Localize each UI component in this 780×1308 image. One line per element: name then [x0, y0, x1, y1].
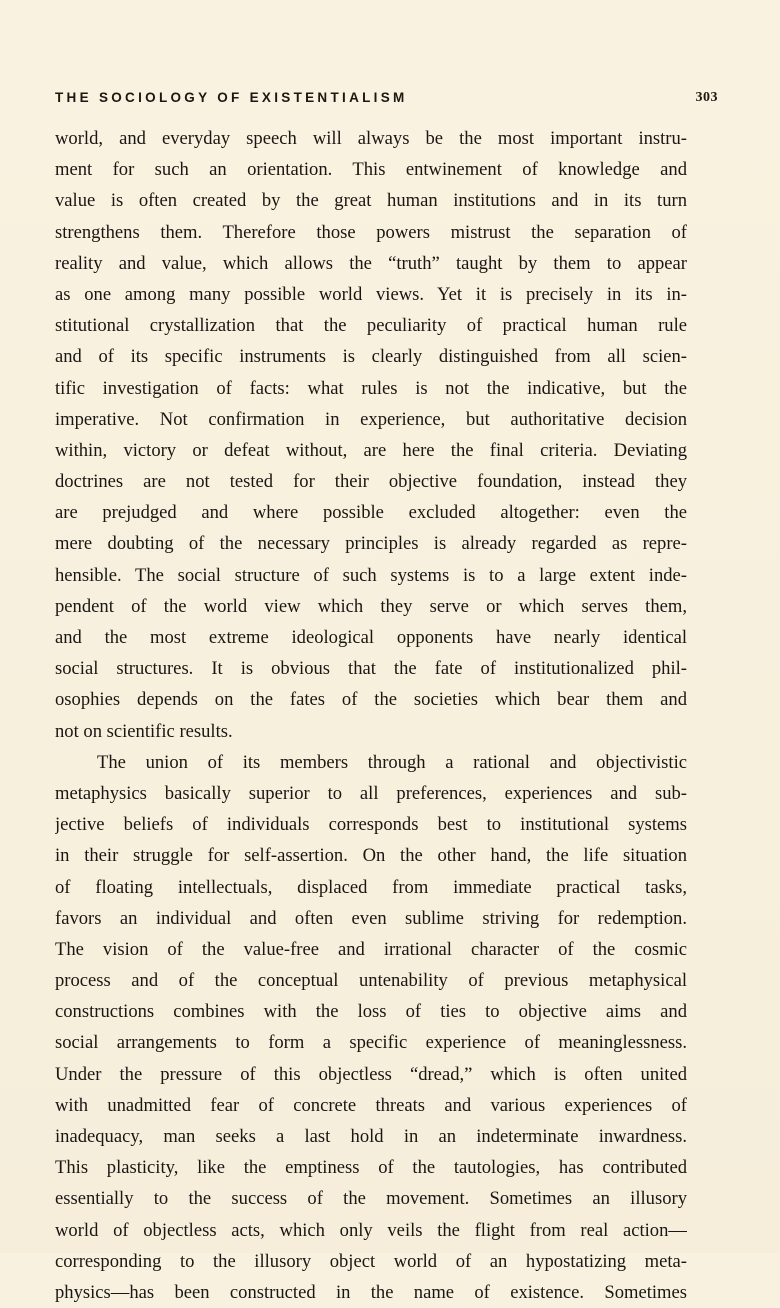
text-line: not on scientific results. — [55, 720, 233, 742]
text-line: osophies depends on the fates of the societies which bear them and — [55, 689, 687, 711]
text-line: hensible. The social structure of such systems is to a large extent inde- — [55, 564, 687, 586]
text-line: doctrines are not tested for their objective foundation, instead they — [55, 471, 687, 493]
text-line: social structures. It is obvious that the fate of institutionalized phil- — [55, 658, 687, 680]
text-line: This plasticity, like the emptiness of the tautologies, has contributed — [55, 1157, 687, 1179]
text-line: with unadmitted fear of concrete threats and various experiences of — [55, 1094, 687, 1116]
text-line: essentially to the success of the movement. Sometimes an illusory — [55, 1188, 687, 1210]
text-line: ment for such an orientation. This entwinement of knowledge and — [55, 159, 687, 181]
text-line: and the most extreme ideological opponents have nearly identical — [55, 627, 687, 648]
text-line: within, victory or defeat without, are here the final criteria. Deviating — [55, 439, 687, 461]
text-line: are prejudged and where possible excluded altogether: even the — [55, 502, 687, 524]
text-line: favors an individual and often even sublime striving for redemption. — [55, 907, 687, 929]
text-line: mere doubting of the necessary principles is already regarded as repre- — [55, 533, 687, 555]
body-text — [55, 123, 687, 1308]
text-line: jective beliefs of individuals corresponds best to institutional systems — [55, 814, 687, 836]
text-line: social arrangements to form a specific experience of meaninglessness. — [55, 1032, 687, 1054]
text-line: of floating intellectuals, displaced from immediate practical tasks, — [55, 876, 687, 898]
text-line: reality and value, which allows the “truth” taught by them to appear — [55, 252, 687, 274]
text-line: in their struggle for self-assertion. On the other hand, the life situation — [55, 845, 687, 867]
page-number: 303 — [695, 90, 718, 105]
text-line: imperative. Not confirmation in experience, but authoritative decision — [55, 408, 687, 430]
running-head: THE SOCIOLOGY OF EXISTENTIALISM — [55, 90, 408, 105]
text-line: as one among many possible world views. Yet it is precisely in its in- — [55, 283, 687, 305]
text-line: strengthens them. Therefore those powers mistrust the separation of — [55, 221, 687, 243]
text-line: world, and everyday speech will always be the most important instru- — [55, 128, 687, 149]
text-line: The union of its members through a rational and objectivistic — [97, 751, 687, 773]
text-line: metaphysics basically superior to all preferences, experiences and sub- — [55, 782, 687, 804]
text-line: corresponding to the illusory object world of an hypostatizing meta- — [55, 1250, 687, 1272]
page-header — [55, 90, 718, 112]
text-line: tific investigation of facts: what rules is not the indicative, but the — [55, 377, 687, 399]
text-line: inadequacy, man seeks a last hold in an indeterminate inwardness. — [55, 1126, 687, 1147]
text-line: value is often created by the great human institutions and in its turn — [55, 190, 687, 212]
text-line: process and of the conceptual untenability of previous metaphysical — [55, 970, 687, 992]
text-line: and of its specific instruments is clearly distinguished from all scien- — [55, 346, 687, 368]
text-line: Under the pressure of this objectless “dread,” which is often united — [55, 1063, 687, 1085]
text-line: The vision of the value-free and irrational character of the cosmic — [55, 938, 687, 960]
text-line: pendent of the world view which they serve or which serves them, — [55, 595, 687, 617]
text-line: constructions combines with the loss of ties to objective aims and — [55, 1001, 687, 1023]
text-line: world of objectless acts, which only veils the flight from real action— — [55, 1219, 687, 1241]
text-line: physics—has been constructed in the name of existence. Sometimes — [55, 1281, 687, 1303]
text-line: stitutional crystallization that the peculiarity of practical human rule — [55, 315, 687, 337]
